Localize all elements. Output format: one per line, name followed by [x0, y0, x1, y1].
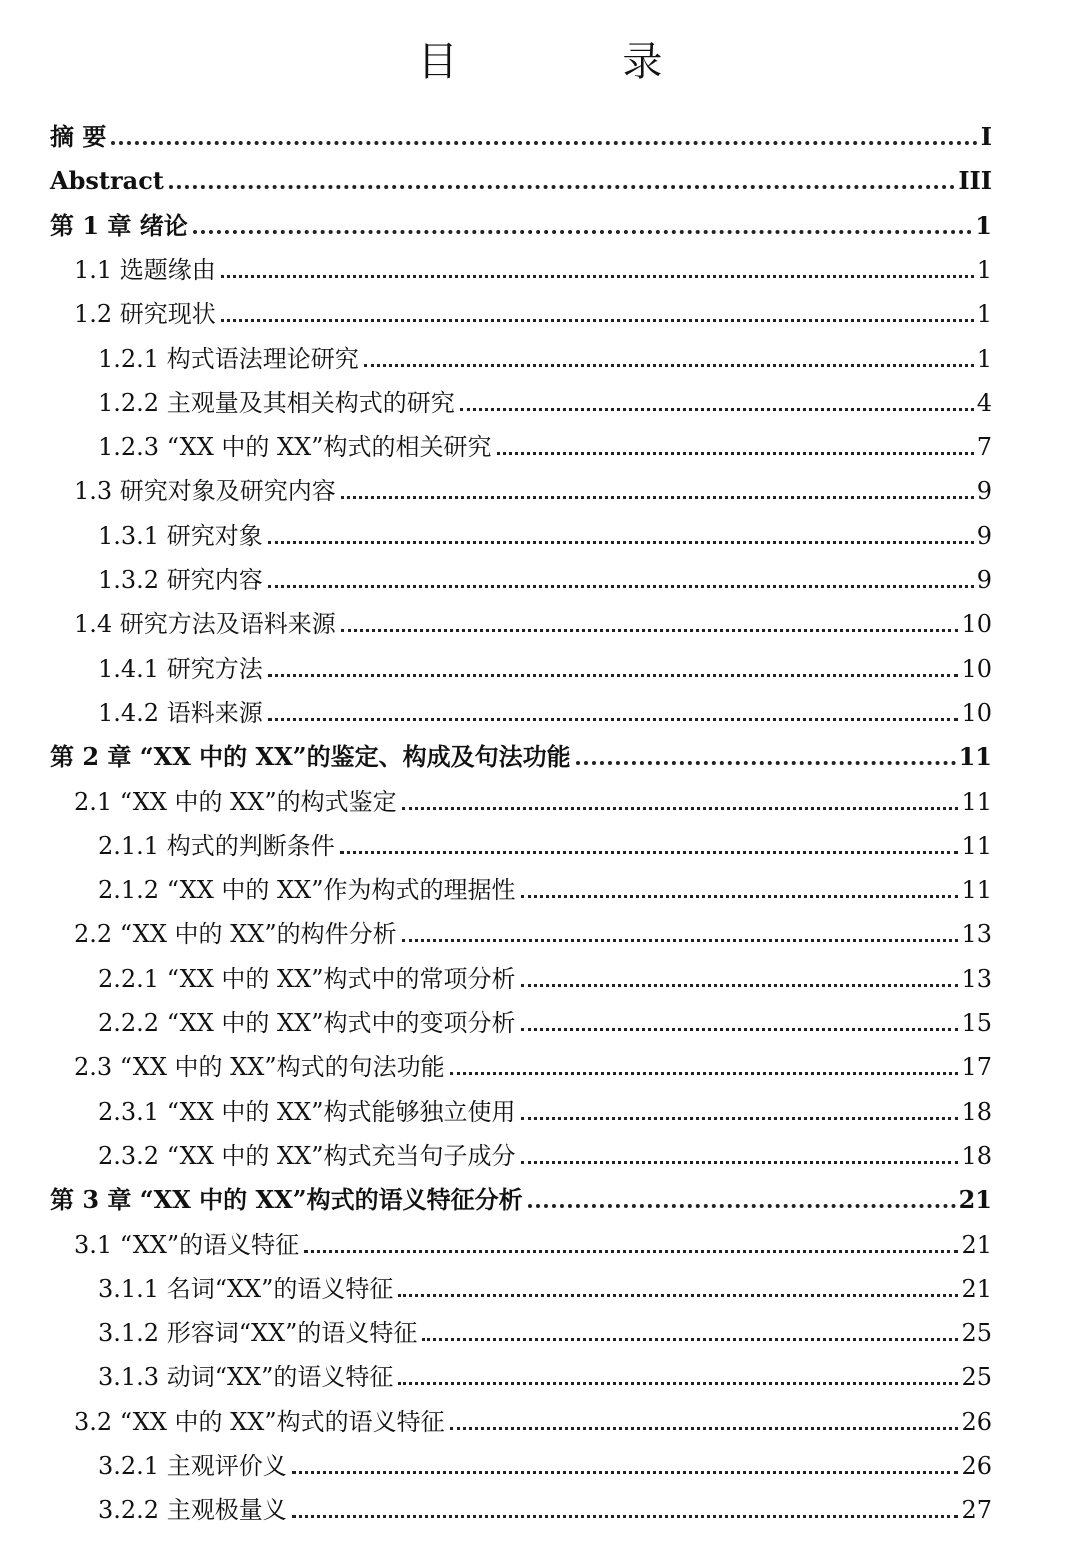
toc-entry[interactable] — [98, 1127, 992, 1171]
toc-entry-page-number: 9 — [976, 521, 992, 550]
toc-dot-leader — [364, 364, 974, 367]
toc-entry-page-number: 26 — [961, 1452, 992, 1480]
toc-entry-page-number: 21 — [961, 1274, 992, 1303]
toc-entry[interactable] — [74, 905, 992, 949]
toc-entry[interactable] — [98, 1481, 992, 1525]
toc-entry-page-number: 11 — [961, 787, 992, 816]
toc-entry[interactable] — [50, 152, 992, 196]
toc-entry-page-number: 18 — [961, 1141, 992, 1170]
toc-entry[interactable] — [98, 640, 992, 684]
toc-entry[interactable] — [98, 861, 992, 905]
toc-dot-leader — [402, 939, 959, 942]
toc-dot-leader — [193, 230, 973, 234]
toc-dot-leader — [398, 1382, 958, 1385]
toc-entry-page-number: 27 — [961, 1496, 992, 1525]
toc-entry[interactable] — [74, 595, 992, 639]
toc-entry-page-number: 1 — [975, 210, 992, 240]
toc-dot-leader — [268, 718, 959, 721]
toc-dot-leader — [340, 851, 959, 854]
toc-entry[interactable] — [98, 1437, 992, 1481]
toc-entry[interactable] — [98, 1260, 992, 1304]
toc-entry-page-number: 1 — [976, 255, 992, 284]
toc-dot-leader — [292, 1471, 959, 1474]
toc-entry-label: 2.2 “XX 中的 XX”的构件分析 — [74, 920, 397, 949]
toc-dot-leader — [221, 275, 974, 278]
toc-entry-label: 1.2.1 构式语法理论研究 — [98, 344, 359, 373]
toc-entry-label: 1.3.2 研究内容 — [98, 566, 263, 594]
toc-entry-label: 1.4 研究方法及语料来源 — [74, 610, 336, 639]
toc-entry-label: 第 1 章 绪论 — [50, 210, 188, 240]
toc-dot-leader — [450, 1427, 959, 1430]
toc-dot-leader — [521, 984, 959, 987]
toc-entry-label: 3.2.1 主观评价义 — [98, 1452, 287, 1480]
toc-entry-page-number: 1 — [976, 344, 992, 373]
toc-entry-page-number: 21 — [958, 1185, 992, 1215]
toc-entry[interactable] — [74, 462, 992, 506]
toc-entry[interactable] — [74, 241, 992, 285]
toc-dot-leader — [111, 141, 977, 145]
toc-entry[interactable] — [98, 418, 992, 462]
toc-entry-label: 第 2 章 “XX 中的 XX”的鉴定、构成及句法功能 — [50, 742, 571, 772]
toc-entry[interactable] — [50, 197, 992, 241]
toc-dot-leader — [528, 1204, 956, 1208]
toc-entry-page-number: 17 — [961, 1053, 992, 1082]
toc-entry-label: 第 3 章 “XX 中的 XX”构式的语义特征分析 — [50, 1185, 523, 1215]
toc-entry-label: 2.3.2 “XX 中的 XX”构式充当句子成分 — [98, 1141, 516, 1170]
toc-entry-page-number: 26 — [961, 1407, 992, 1436]
toc-entry-label: 3.1 “XX”的语义特征 — [74, 1230, 300, 1259]
toc-entry-page-number: 15 — [961, 1009, 992, 1037]
toc-dot-leader — [268, 674, 959, 677]
toc-entry[interactable] — [74, 1216, 992, 1260]
toc-dot-leader — [450, 1072, 959, 1075]
toc-entry[interactable] — [74, 285, 992, 329]
toc-entry-label: 1.1 选题缘由 — [74, 255, 216, 284]
toc-entry[interactable] — [74, 1393, 992, 1437]
toc-entry-page-number: 13 — [961, 920, 992, 949]
toc-entry[interactable] — [98, 1083, 992, 1127]
toc-entry[interactable] — [98, 374, 992, 418]
toc-entry-page-number: 13 — [961, 964, 992, 993]
toc-entry[interactable] — [98, 551, 992, 595]
toc-dot-leader — [268, 585, 974, 588]
toc-entry-label: 3.1.3 动词“XX”的语义特征 — [98, 1363, 394, 1392]
toc-entry-page-number: 11 — [961, 831, 992, 860]
toc-entry-page-number: 9 — [976, 477, 992, 506]
toc-dot-leader — [521, 1161, 959, 1164]
toc-entry-label: 1.3 研究对象及研究内容 — [74, 477, 336, 506]
toc-entry-page-number: 11 — [961, 876, 992, 905]
toc-dot-leader — [268, 541, 974, 544]
toc-entry-page-number: 25 — [961, 1363, 992, 1392]
toc-dot-leader — [341, 629, 959, 632]
toc-entry-page-number: 10 — [961, 654, 992, 683]
toc-entry[interactable] — [98, 507, 992, 551]
toc-dot-leader — [576, 761, 956, 765]
toc-entry-label: 2.3 “XX 中的 XX”构式的句法功能 — [74, 1053, 445, 1082]
toc-entry-label: 1.2 研究现状 — [74, 300, 216, 329]
toc-entry[interactable] — [98, 994, 992, 1038]
toc-entry[interactable] — [50, 728, 992, 772]
toc-dot-leader — [398, 1294, 958, 1297]
toc-entry[interactable] — [50, 108, 992, 152]
toc-dot-leader — [304, 1250, 958, 1253]
toc-dot-leader — [460, 408, 974, 411]
toc-entry-page-number: 18 — [961, 1097, 992, 1126]
toc-dot-leader — [497, 452, 974, 455]
toc-entry[interactable] — [98, 817, 992, 861]
toc-entry-page-number: 21 — [961, 1230, 992, 1259]
toc-entry-page-number: I — [980, 122, 992, 151]
toc-entry-label: Abstract — [50, 166, 164, 196]
toc-dot-leader — [341, 496, 974, 499]
toc-entry-label: 1.4.1 研究方法 — [98, 654, 263, 683]
toc-entry-label: 3.1.2 形容词“XX”的语义特征 — [98, 1319, 418, 1348]
toc-dot-leader — [521, 895, 959, 898]
toc-entry-label: 1.3.1 研究对象 — [98, 521, 263, 550]
toc-entry-page-number: 4 — [976, 388, 992, 417]
toc-entry-page-number: III — [958, 166, 992, 196]
toc-entry-page-number: 1 — [976, 300, 992, 329]
toc-entry-label: 3.2 “XX 中的 XX”构式的语义特征 — [74, 1407, 445, 1436]
toc-entry[interactable] — [50, 1171, 992, 1215]
toc-entry-label: 2.1 “XX 中的 XX”的构式鉴定 — [74, 787, 397, 816]
toc-entry-label: 2.1.2 “XX 中的 XX”作为构式的理据性 — [98, 876, 516, 905]
toc-entry[interactable] — [98, 1348, 992, 1392]
toc-entry-label: 3.2.2 主观极量义 — [98, 1496, 287, 1525]
toc-dot-leader — [169, 185, 955, 189]
toc-entry-page-number: 11 — [958, 742, 992, 772]
toc-entry-page-number: 25 — [961, 1319, 992, 1348]
toc-entry-label: 1.2.3 “XX 中的 XX”构式的相关研究 — [98, 433, 492, 462]
toc-entry-page-number: 7 — [976, 433, 992, 462]
toc-entry-label: 2.3.1 “XX 中的 XX”构式能够独立使用 — [98, 1097, 516, 1126]
toc-entry-label: 2.2.1 “XX 中的 XX”构式中的常项分析 — [98, 964, 516, 993]
toc-dot-leader — [221, 319, 974, 322]
toc-entry[interactable] — [98, 950, 992, 994]
toc-entry-page-number: 10 — [961, 698, 992, 727]
toc-entry[interactable] — [74, 1038, 992, 1082]
toc-dot-leader — [402, 807, 959, 810]
toc-entry[interactable] — [98, 1304, 992, 1348]
toc-entry-page-number: 10 — [961, 610, 992, 639]
toc-entry-label: 2.2.2 “XX 中的 XX”构式中的变项分析 — [98, 1009, 516, 1037]
toc-entry[interactable] — [98, 330, 992, 374]
toc-entry-label: 2.1.1 构式的判断条件 — [98, 831, 335, 860]
toc-entry-label: 1.4.2 语料来源 — [98, 698, 263, 727]
toc-entry-page-number: 9 — [976, 566, 992, 594]
toc-dot-leader — [422, 1338, 958, 1341]
toc-entry[interactable] — [74, 773, 992, 817]
toc-entry-label: 摘 要 — [50, 122, 107, 151]
toc-dot-leader — [521, 1028, 959, 1031]
toc-entry[interactable] — [98, 684, 992, 728]
toc-dot-leader — [292, 1515, 959, 1518]
toc-entry-label: 3.1.1 名词“XX”的语义特征 — [98, 1274, 394, 1303]
toc-title: 目 录 — [417, 39, 739, 85]
toc-dot-leader — [521, 1117, 959, 1120]
toc-entry-label: 1.2.2 主观量及其相关构式的研究 — [98, 388, 455, 417]
